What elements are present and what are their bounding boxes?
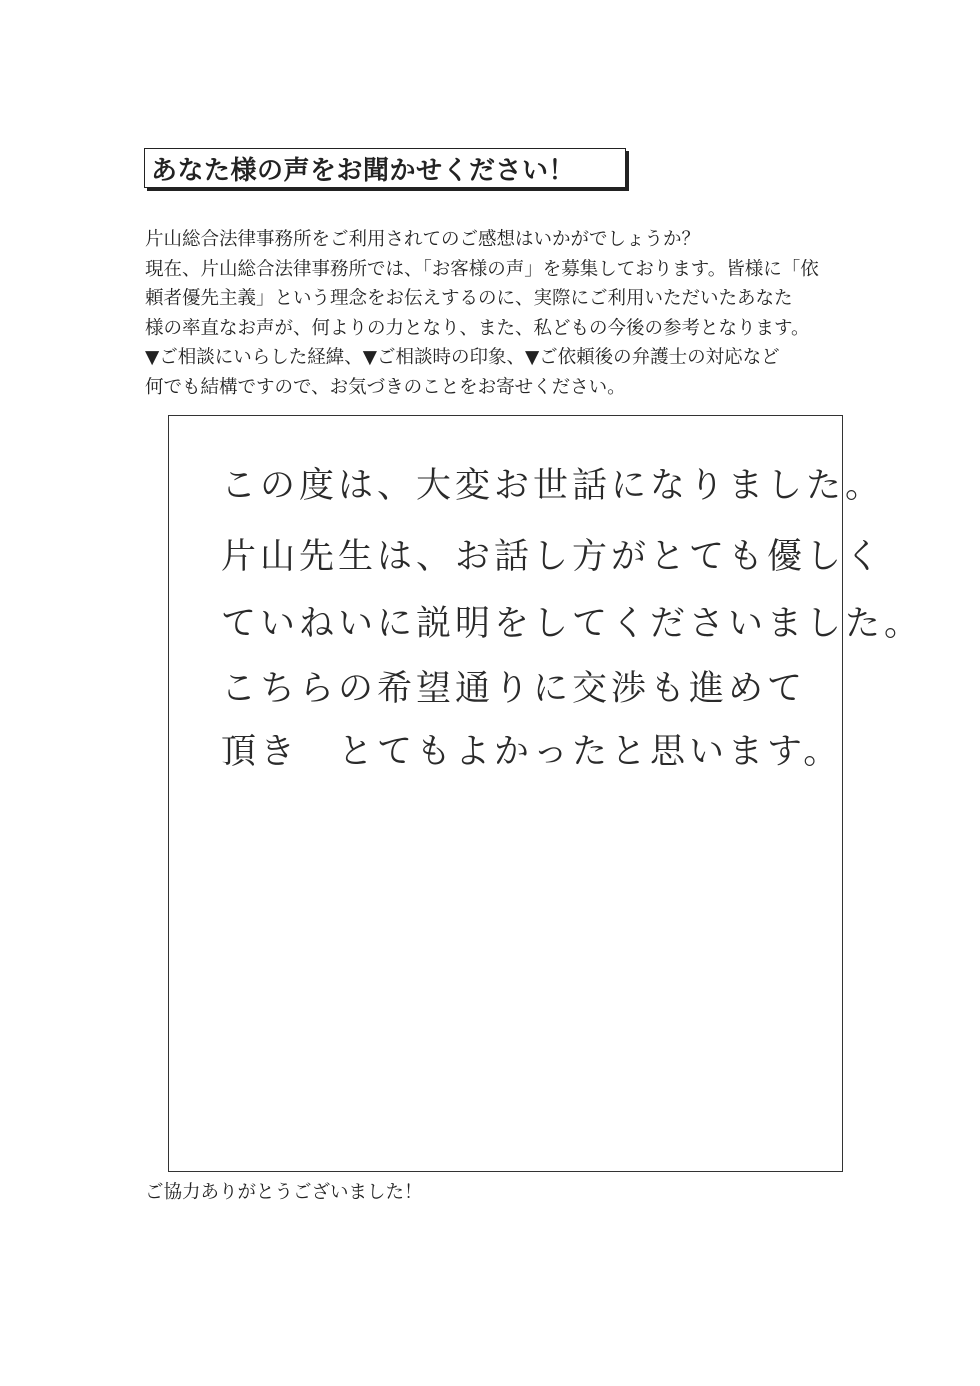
closing-message: ご協力ありがとうございました！ — [145, 1182, 423, 1203]
intro-text — [145, 225, 845, 402]
handwritten-line: この度は、大変お世話になりました。 — [221, 466, 885, 506]
handwritten-line: こちらの希望通りに交渉も進めて — [221, 669, 807, 709]
intro-line: ▼ご相談にいらした経緯、▼ご相談時の印象、▼ご依頼後の弁護士の対応など — [145, 347, 780, 368]
intro-line: 何でも結構ですので、お気づきのことをお寄せください。 — [145, 376, 626, 398]
handwritten-line: 片山先生は、お話し方がとても優しく — [221, 537, 885, 577]
page-title: あなた様の声をお聞かせください！ — [151, 155, 576, 186]
handwritten-line: ていねいに説明をしてくださいました。 — [221, 604, 924, 644]
intro-line: 現在、片山総合法律事務所では、「お客様の声」を募集しております。皆様に「依 — [145, 258, 819, 280]
handwritten-answer-box — [168, 415, 924, 1172]
title-box — [144, 148, 626, 188]
intro-line: 頼者優先主義」という理念をお伝えするのに、実際にご利用いただいたあなた — [145, 288, 793, 309]
intro-line: 様の率直なお声が、何よりの力となり、また、私どもの今後の参考となります。 — [145, 317, 810, 339]
intro-line: 片山総合法律事務所をご利用されてのご感想はいかがでしょうか？ — [145, 229, 701, 250]
handwritten-line: 頂き とてもよかったと思います。 — [221, 732, 843, 772]
